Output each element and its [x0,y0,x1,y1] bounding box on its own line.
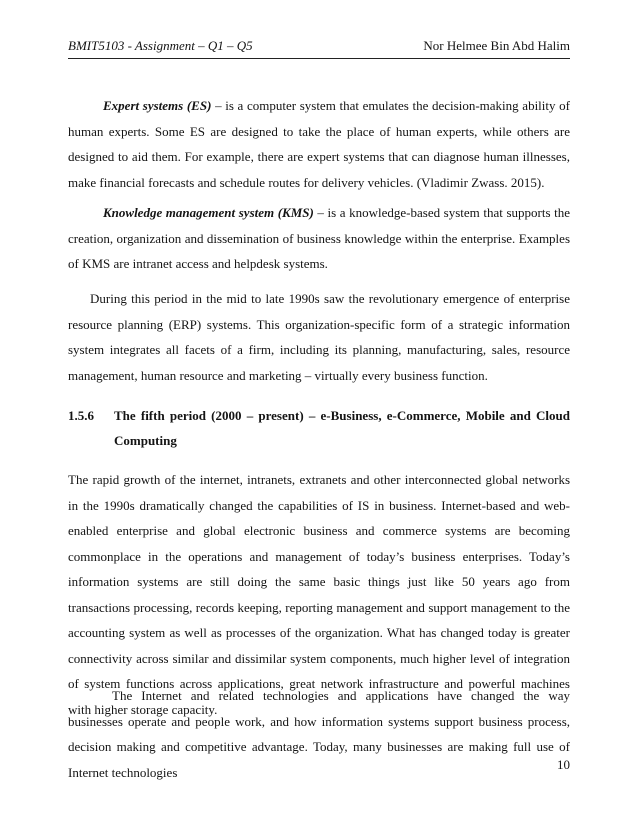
paragraph-internet: The Internet and related technologies and applications have changed the way businesses operate and people work, and how information systems support business process, decision making and competitive advantage. Today, many businesses are making full use of Internet technologies [68,688,570,780]
term-knowledge-management: Knowledge management system (KMS) [103,205,314,220]
section-title: The fifth period (2000 – present) – e-Business, e-Commerce, Mobile and Cloud Computing [114,408,570,448]
page-number: 10 [557,757,570,772]
paragraph-expert-systems [68,93,570,195]
header-course-title: BMIT5103 - Assignment – Q1 – Q5 [68,38,253,53]
header-author: Nor Helmee Bin Abd Halim [423,38,570,53]
paragraph-knowledge-management [68,200,570,277]
paragraph-expert-systems-text: – is a computer system that emulates the decision-making ability of human experts. Some ES are designed to take the place of human experts, while others are designed to aid them. For example, there are expert systems that can diagnose human illnesses, make financial forecasts and schedule routes for delivery vehicles. (Vladimir Zwass. 2015). [68,98,570,190]
paragraph-erp: During this period in the mid to late 1990s saw the revolutionary emergence of enterprise resource planning (ERP) systems. This organization-specific form of a strategic information system integrates all facets of a firm, including its planning, manufacturing, sales, resource management, human resource and marketing – virtually every business function. [68,291,570,383]
section-number: 1.5.6 [68,408,94,423]
paragraph-fifth-period: The rapid growth of the internet, intranets, extranets and other interconnected global networks in the 1990s dramatically changed the capabilities of IS in business. Internet-based and web-enabled enterprise and global electronic business and commerce systems are becoming commonplace in the operations and management of today’s business enterprises. Today’s information systems are still doing the same basic things just like 50 years ago from transactions processing, records keeping, reporting management and support management to the accounting system as well as processes of the organization. What has changed today is greater connectivity across similar and dissimilar system components, much higher level of integration of system functions across applications, great network infrastructure and powerful machines with higher storage capacity. [68,472,570,717]
term-expert-systems: Expert systems (ES) [103,98,212,113]
paragraph-knowledge-management-text: – is a knowledge-based system that supports the creation, organization and dissemination of business knowledge within the enterprise. Examples of KMS are intranet access and helpdesk systems. [68,205,570,271]
page-header [68,38,570,59]
